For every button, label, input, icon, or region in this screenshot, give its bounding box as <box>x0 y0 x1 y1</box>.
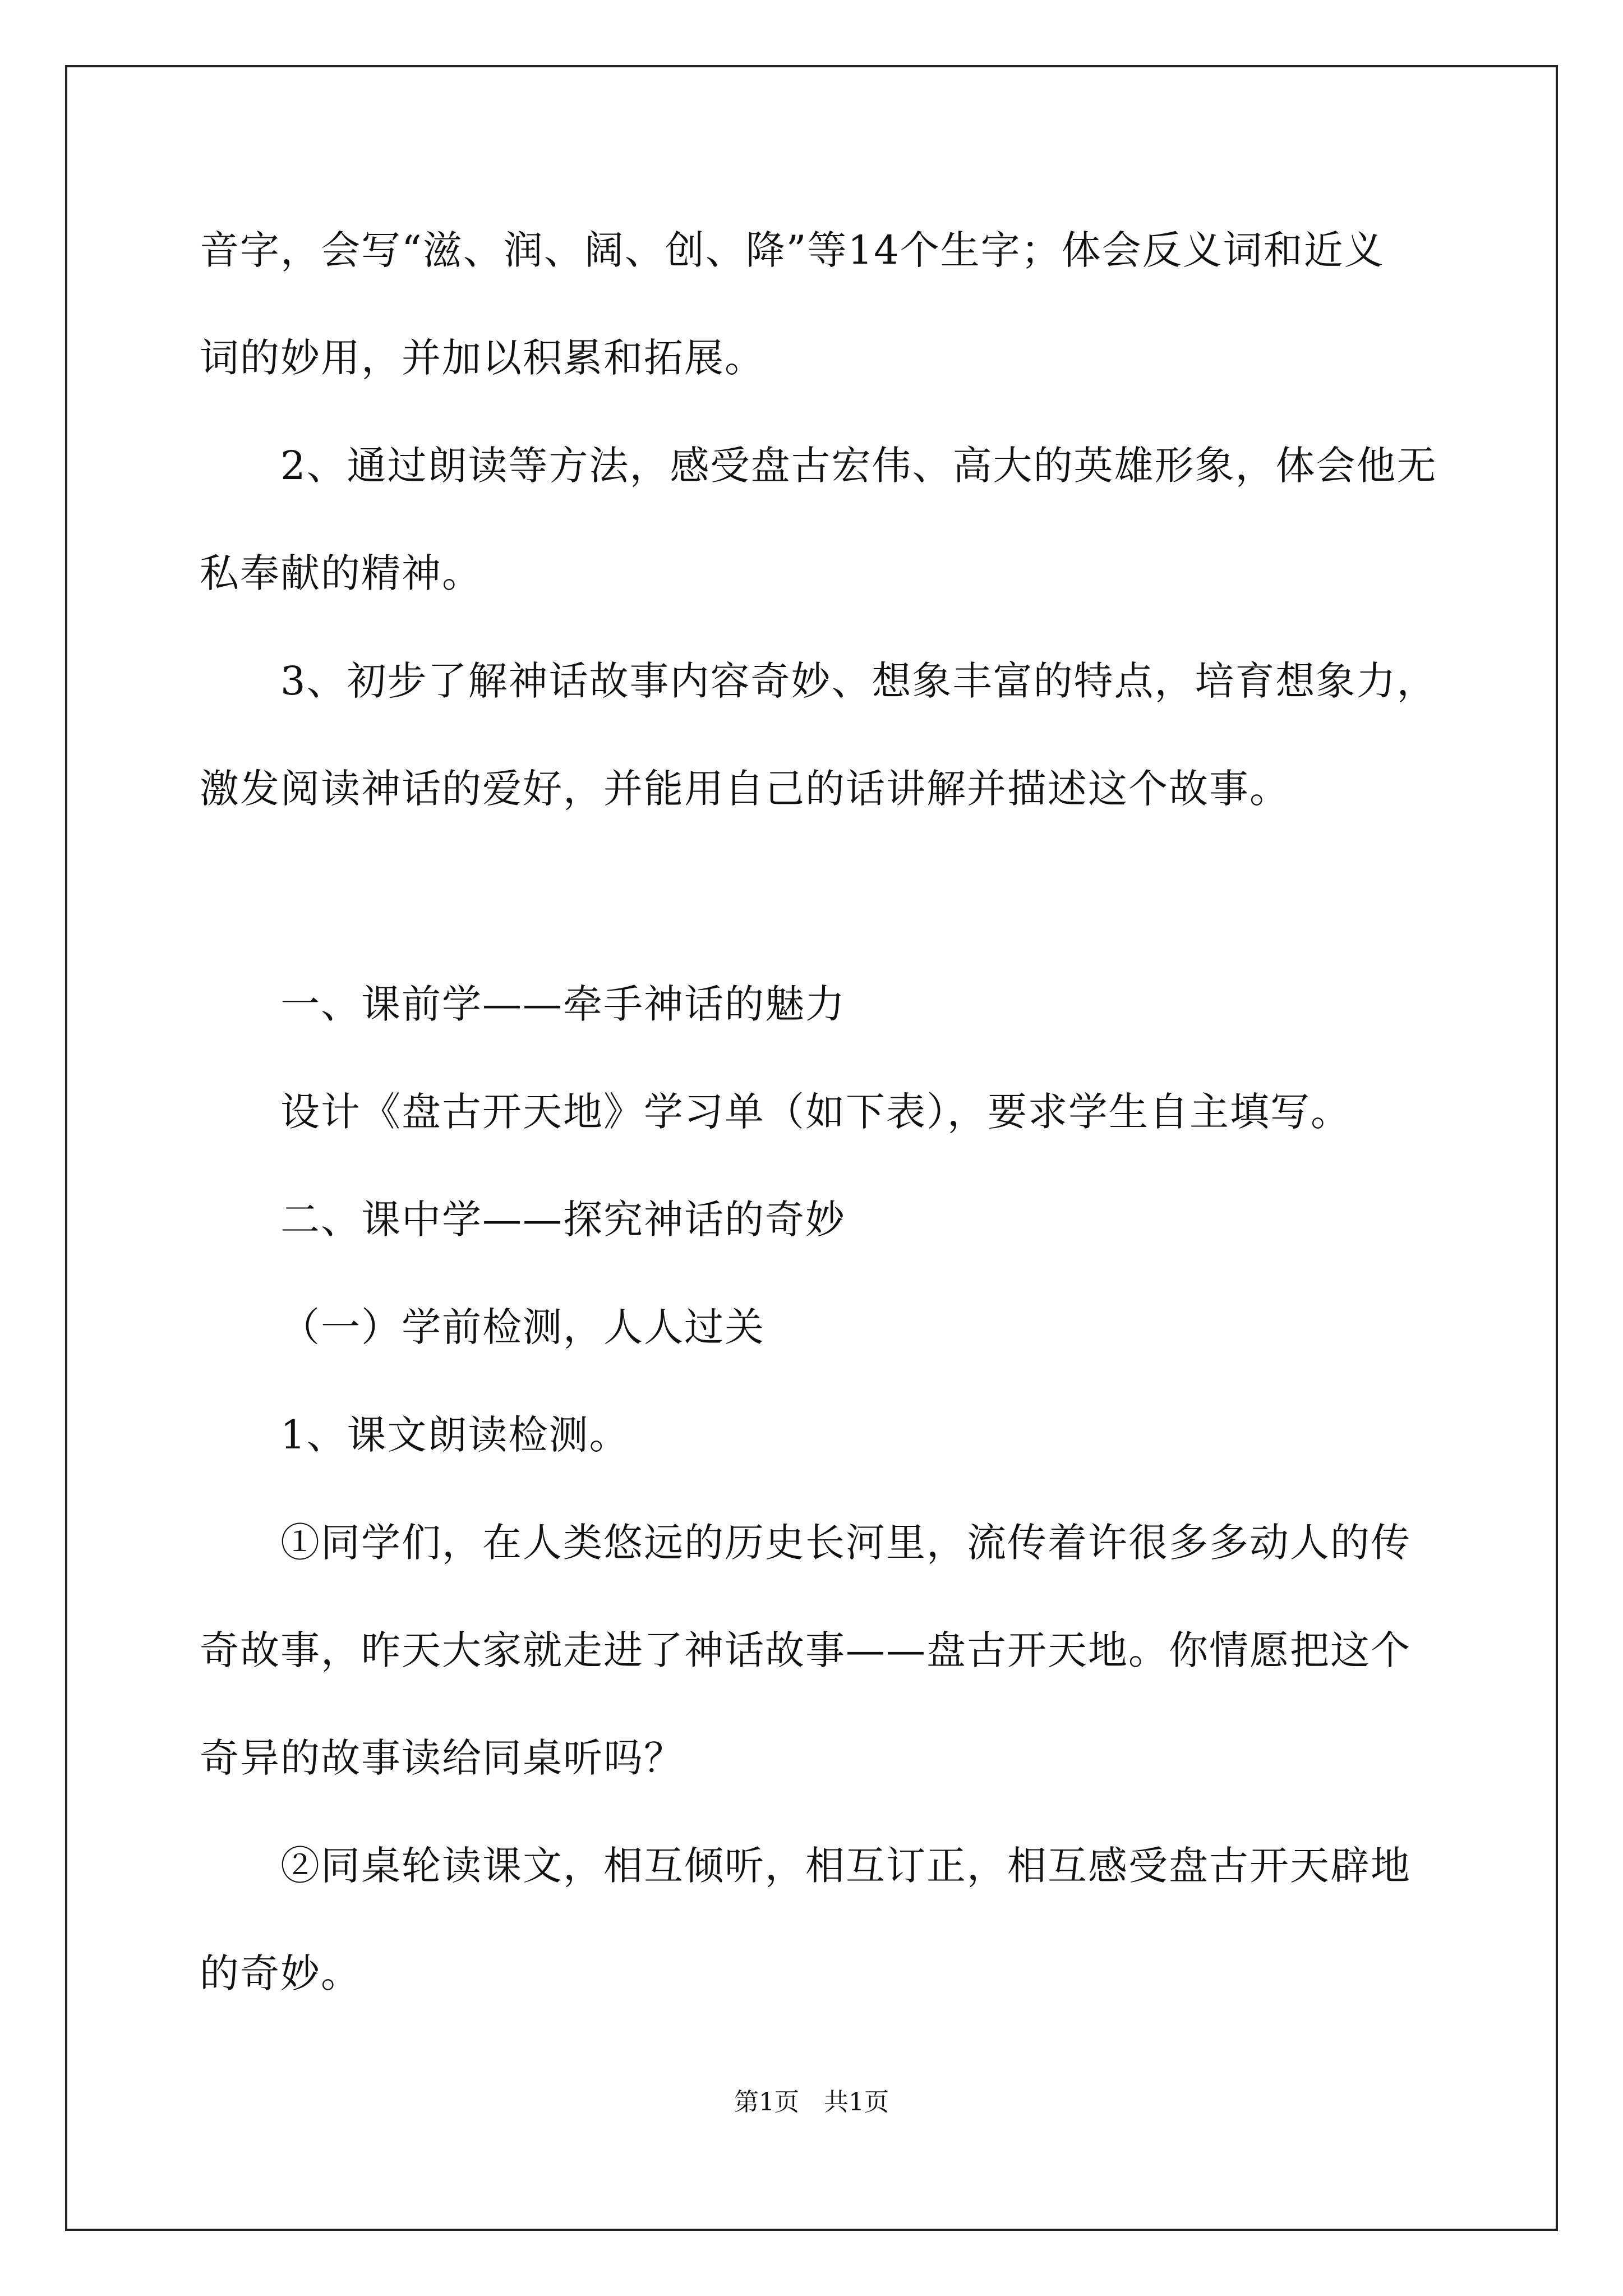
text-line: 音字，会写“滋、润、阔、创、降”等14个生字；体会反义词和近义 <box>200 227 1385 273</box>
section-heading: 二、课中学——探究神话的奇妙 <box>280 1197 846 1243</box>
text-line: 的奇妙。 <box>200 1950 361 1996</box>
text-line: 设计《盘古开天地》学习单（如下表），要求学生自主填写。 <box>280 1089 1351 1135</box>
page-frame <box>65 65 1558 2231</box>
text-line: 3、初步了解神话故事内容奇妙、想象丰富的特点，培育想象力， <box>280 658 1437 704</box>
text-line: 私奉献的精神。 <box>200 550 482 596</box>
page-number: 第1页 共1页 <box>734 2088 889 2116</box>
text-line: 激发阅读神话的爱好，并能用自己的话讲解并描述这个故事。 <box>200 766 1290 812</box>
text-line: 1、课文朗读检测。 <box>280 1412 630 1458</box>
text-line: ①同学们，在人类悠远的历史长河里，流传着许很多多动人的传 <box>280 1520 1411 1566</box>
subsection-heading: （一）学前检测，人人过关 <box>280 1304 765 1350</box>
text-line: 词的妙用，并加以积累和拓展。 <box>200 335 765 381</box>
text-line: 2、通过朗读等方法，感受盘古宏伟、高大的英雄形象，体会他无 <box>280 443 1437 489</box>
text-line: ②同桌轮读课文，相互倾听，相互订正，相互感受盘古开天辟地 <box>280 1843 1411 1889</box>
section-heading: 一、课前学——牵手神话的魅力 <box>280 981 846 1027</box>
text-line: 奇异的故事读给同桌听吗？ <box>200 1735 684 1781</box>
text-line: 奇故事，昨天大家就走进了神话故事——盘古开天地。你情愿把这个 <box>200 1627 1411 1673</box>
